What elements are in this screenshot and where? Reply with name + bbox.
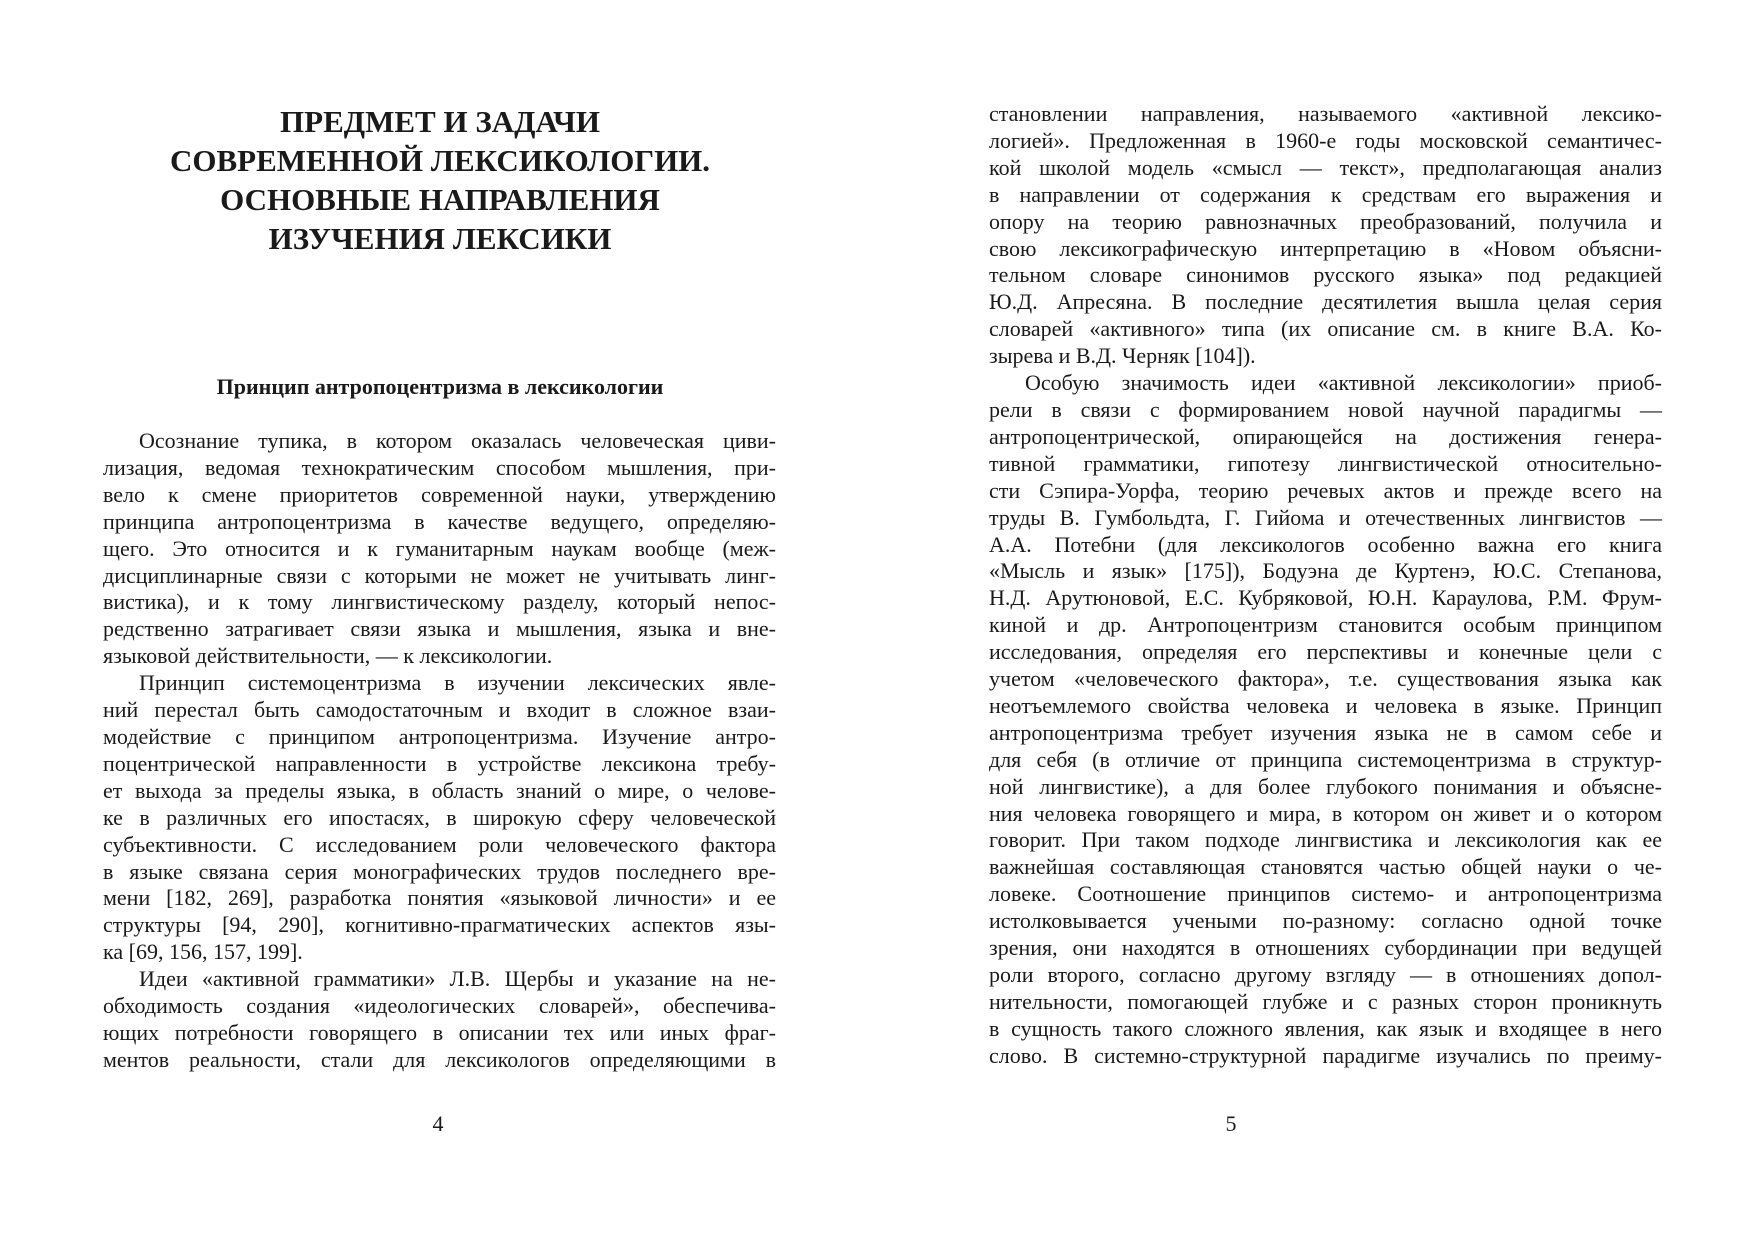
text-line: в сущность такого сложного явления, как язык и входящее в него [989,1015,1662,1041]
text-line: роли второго, согласно другому взгляду — в отношениях допол- [989,962,1662,987]
text-line: дисциплинарные связи с которыми не может не учитывать линг- [103,562,776,588]
text-line: ний перестал быть самодостаточным и входит в сложное взаи- [103,697,776,723]
text-line: рели в связи с формированием новой научной парадигмы — [989,396,1662,422]
section-heading: Принцип антропоцентризма в лексикологии [216,374,664,399]
text-line: словарей «активного» типа (их описание см. в книге В.А. Ко- [989,316,1662,342]
page-number: 4 [432,1111,444,1136]
text-line: киной и др. Антропоцентризм становится особым принципом [989,612,1662,638]
text-line: тивной грамматики, гипотезу лингвистической относительно- [989,450,1662,476]
text-line: для себя (в отличие от принципа системоцентризма в структур- [989,746,1662,772]
text-line: Особую значимость идеи «активной лексикологии» приоб- [1025,370,1662,396]
text-line: в языке связана серия монографических трудов последнего вре- [103,858,776,884]
chapter-title-line: ОСНОВНЫЕ НАПРАВЛЕНИЯ [220,182,660,217]
text-line: логией». Предложенная в 1960-е годы московской семантичес- [989,127,1662,153]
text-line: Н.Д. Арутюновой, Е.С. Кубряковой, Ю.Н. Караулова, Р.М. Фрум- [989,585,1662,611]
page-number: 5 [1225,1111,1237,1136]
text-line: обходимость создания «идеологических словарей», обеспечива- [103,993,776,1019]
text-line: говорит. При таком подходе лингвистика и лексикология как ее [989,827,1662,853]
text-line: языковой действительности, — к лексикологии. [103,643,553,669]
text-line: «Мысль и язык» [175]), Бодуэна де Куртенэ, Ю.С. Степанова, [989,558,1662,584]
text-line: свою лексикографическую интерпретацию в «Новом объясни- [989,235,1662,261]
text-line: зрения, они находятся в отношениях субординации при ведущей [989,935,1662,961]
text-line: кой школой модель «смысл — текст», предполагающая анализ [989,154,1662,180]
text-line: лизация, ведомая технократическим способом мышления, при- [103,454,776,480]
text-line: становлении направления, называемого «активной лексико- [989,101,1662,126]
text-line: поцентрической направленности в устройстве лексикона требу- [103,750,776,776]
text-line: модействие с принципом антропоцентризма. Изучение антро- [103,723,776,749]
chapter-title-line: СОВРЕМЕННОЙ ЛЕКСИКОЛОГИИ. [169,143,711,178]
text-line: ловеке. Соотношение принципов системо- и антропоцентризма [989,881,1662,907]
text-line: антропоцентрической, опирающейся на достижения генера- [989,423,1662,449]
text-line: ет выхода за пределы языка, в область знаний о мире, о челове- [103,777,776,803]
text-line: Ю.Д. Апресяна. В последние десятилетия вышла целая серия [989,289,1662,315]
text-line: опору на теорию равнозначных преобразований, получила и [989,208,1662,234]
text-line: тельном словаре синонимов русского языка» под редакцией [989,262,1662,288]
right-body-text [989,101,1662,1070]
text-line: принципа антропоцентризма в качестве ведущего, определяю- [103,508,776,534]
left-page [0,0,877,1240]
text-line: мени [182, 269], разработка понятия «языковой личности» и ее [103,885,776,911]
text-line: ющих потребности говорящего в описании тех или иных фраг- [103,1019,776,1045]
text-line: слово. В системно-структурной парадигме изучались по преиму- [989,1042,1662,1068]
text-line: ке в различных его ипостасях, в широкую сферу человеческой [103,804,776,830]
text-line: в направлении от содержания к средствам его выражения и [989,181,1662,207]
text-line: щего. Это относится и к гуманитарным наукам вообще (меж- [103,535,776,561]
text-line: нительности, помогающей глубже и с разных сторон проникнуть [989,988,1662,1014]
left-body-text [103,428,776,1074]
text-line: исследования, определяя его перспективы и конечные цели с [989,639,1662,665]
text-line: вистика), и к тому лингвистическому разделу, который непос- [103,589,776,615]
text-line: структуры [94, 290], когнитивно-прагматических аспектов язы- [103,912,776,938]
text-line: ной лингвистике), а для более глубокого понимания и объясне- [989,773,1662,799]
text-line: субъективности. С исследованием роли человеческого фактора [103,831,776,857]
text-line: антропоцентризма требует изучения языка не в самом себе и [989,719,1662,745]
text-line: А.А. Потебни (для лексикологов особенно важна его книга [989,531,1662,557]
text-line: ка [69, 156, 157, 199]. [103,939,303,965]
text-line: сти Сэпира-Уорфа, теорию речевых актов и прежде всего на [989,477,1662,503]
text-line: важнейшая составляющая становятся частью общей науки о че- [989,854,1662,880]
text-line: учетом «человеческого фактора», т.е. существования языка как [989,666,1662,692]
text-line: неотъемлемого свойства человека и человека в языке. Принцип [989,692,1662,718]
right-page [877,0,1755,1240]
text-line: Принцип системоцентризма в изучении лексических явле- [139,670,776,696]
text-line: ментов реальности, стали для лексикологов определяющими в [103,1046,776,1072]
text-line: ния человека говорящего и мира, в котором он живет и о котором [989,800,1662,826]
text-line: редственно затрагивает связи языка и мышления, языка и вне- [103,616,776,642]
text-line: Осознание тупика, в котором оказалась человеческая циви- [139,428,776,453]
chapter-title [100,102,780,258]
text-line: зырева и В.Д. Черняк [104]). [989,343,1256,369]
text-line: вело к смене приоритетов современной науки, утверждению [103,481,776,507]
text-line: истолковывается учеными по-разному: согласно одной точке [989,908,1662,934]
chapter-title-line: ИЗУЧЕНИЯ ЛЕКСИКИ [268,221,612,256]
chapter-title-line: ПРЕДМЕТ И ЗАДАЧИ [280,104,600,139]
text-line: труды В. Гумбольдта, Г. Гийома и отечественных лингвистов — [989,504,1662,530]
text-line: Идеи «активной грамматики» Л.В. Щербы и указание на не- [139,966,776,992]
